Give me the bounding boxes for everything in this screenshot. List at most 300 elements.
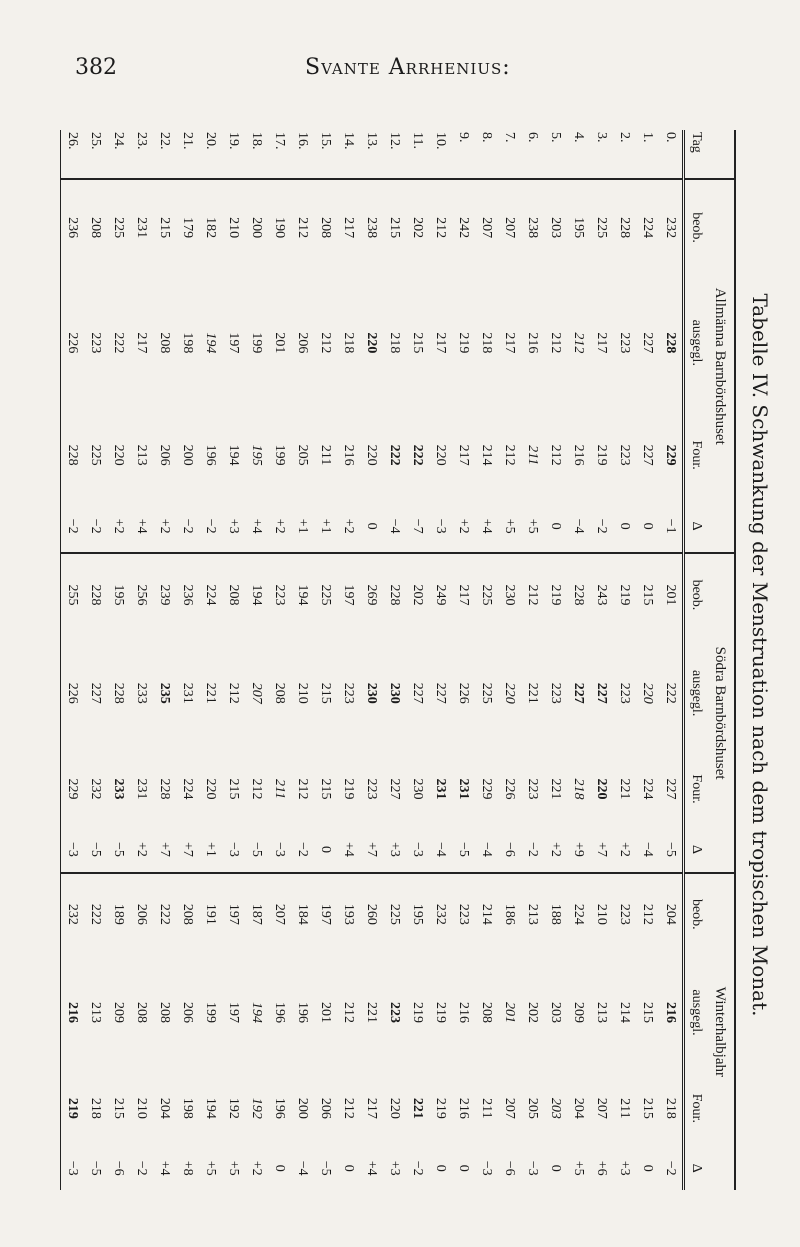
column-header: beob. (684, 179, 709, 275)
value-cell: 200 (245, 179, 268, 275)
value-cell: 212 (249, 778, 264, 800)
value-cell: 231 (456, 778, 471, 800)
day-cell: 11. (410, 132, 425, 149)
value-cell: +2 (272, 518, 287, 534)
value-cell: 202 (406, 553, 429, 635)
value-cell: 230 (410, 778, 425, 800)
table-row (406, 130, 429, 1190)
value-cell: 216 (61, 955, 85, 1070)
value-cell: 218 (663, 1097, 678, 1119)
value-cell: 220 (387, 1097, 402, 1119)
value-cell: 209 (111, 1002, 126, 1024)
day-cell: 14. (341, 132, 356, 150)
value-cell: −5 (456, 842, 471, 857)
table-row (337, 130, 360, 1190)
value-cell: +6 (594, 1160, 609, 1176)
value-cell: 215 (640, 1002, 655, 1024)
value-cell: 217 (594, 332, 609, 354)
value-cell: −6 (111, 1160, 126, 1176)
value-cell: −2 (295, 842, 310, 857)
value-cell: 216 (571, 444, 586, 466)
value-cell: 222 (84, 873, 107, 955)
value-cell: +7 (157, 842, 172, 857)
value-cell: 193 (337, 873, 360, 955)
value-cell: 0 (617, 522, 632, 530)
value-cell: +2 (134, 842, 149, 857)
value-cell: +2 (341, 518, 356, 534)
value-cell: 217 (452, 553, 475, 635)
value-cell: 186 (498, 873, 521, 955)
value-cell: +4 (479, 518, 494, 534)
value-cell: 187 (245, 873, 268, 955)
day-cell: 12. (387, 132, 402, 150)
value-cell: 194 (249, 1002, 264, 1024)
day-cell: 9. (456, 132, 471, 143)
value-cell: 223 (452, 873, 475, 955)
value-cell: −2 (61, 500, 85, 554)
value-cell: +2 (157, 518, 172, 534)
value-cell: 0 (433, 1164, 448, 1172)
value-cell: 207 (502, 1097, 517, 1119)
value-cell: 199 (203, 1002, 218, 1024)
value-cell: 223 (613, 873, 636, 955)
value-cell: 206 (157, 444, 172, 466)
value-cell: 208 (134, 1002, 149, 1024)
value-cell: 212 (548, 444, 563, 466)
value-cell: 215 (111, 1097, 126, 1119)
value-cell: 184 (291, 873, 314, 955)
value-cell: +8 (180, 1160, 195, 1176)
value-cell: 208 (176, 873, 199, 955)
value-cell: 205 (525, 1097, 540, 1119)
value-cell: 197 (337, 553, 360, 635)
value-cell: 219 (61, 1070, 85, 1146)
value-cell: 225 (107, 179, 130, 275)
value-cell: 215 (410, 332, 425, 354)
value-cell: 206 (295, 332, 310, 354)
value-cell: 214 (617, 1002, 632, 1024)
value-cell: 220 (111, 444, 126, 466)
value-cell: 210 (590, 873, 613, 955)
value-cell: 202 (525, 1002, 540, 1024)
table-row (61, 130, 85, 1190)
value-cell: 224 (180, 778, 195, 800)
value-cell: 215 (153, 179, 176, 275)
value-cell: −3 (272, 842, 287, 857)
value-cell: −6 (502, 842, 517, 857)
value-cell: 211 (617, 1098, 632, 1119)
value-cell: −4 (571, 518, 586, 534)
value-cell: 212 (341, 1002, 356, 1024)
group-header-blank (708, 130, 735, 179)
value-cell: 200 (295, 1097, 310, 1119)
day-cell: 19. (226, 132, 241, 150)
day-cell: 13. (364, 132, 379, 150)
value-cell: 228 (613, 179, 636, 275)
group-header-winterhalbjahr: Winterhalbjahr (708, 873, 735, 1190)
value-cell: 214 (479, 444, 494, 466)
value-cell: 213 (521, 873, 544, 955)
value-cell: 228 (111, 682, 126, 704)
value-cell: 224 (199, 553, 222, 635)
value-cell: 223 (88, 332, 103, 354)
value-cell: 226 (61, 635, 85, 750)
value-cell: +5 (525, 518, 540, 534)
value-cell: 228 (567, 553, 590, 635)
value-cell: 210 (295, 682, 310, 704)
value-cell: −2 (88, 518, 103, 534)
table-row (153, 130, 176, 1190)
value-cell: 218 (88, 1097, 103, 1119)
value-cell: +7 (364, 842, 379, 857)
value-cell: 194 (245, 553, 268, 635)
value-cell: 227 (640, 332, 655, 354)
value-cell: 195 (249, 444, 264, 466)
value-cell: 196 (295, 1002, 310, 1024)
value-cell: 229 (663, 444, 678, 466)
day-cell: 20. (203, 132, 218, 150)
table-row (268, 130, 291, 1190)
value-cell: 220 (640, 682, 655, 704)
column-header: Four. (684, 751, 709, 827)
value-cell: −3 (479, 1160, 494, 1176)
value-cell: 220 (502, 682, 517, 704)
value-cell: 224 (636, 179, 659, 275)
value-cell: 201 (318, 1002, 333, 1024)
value-cell: 0 (318, 845, 333, 853)
value-cell: 218 (341, 332, 356, 354)
value-cell: 223 (364, 778, 379, 800)
value-cell: 230 (498, 553, 521, 635)
value-cell: 220 (594, 778, 609, 800)
value-cell: −3 (433, 518, 448, 534)
table-row (222, 130, 245, 1190)
day-cell: 8. (479, 132, 494, 143)
value-cell: 221 (548, 778, 563, 800)
value-cell: 211 (272, 779, 287, 799)
value-cell: 228 (157, 778, 172, 800)
value-cell: 224 (567, 873, 590, 955)
value-cell: 217 (456, 444, 471, 466)
value-cell: 208 (84, 179, 107, 275)
value-cell: +7 (594, 842, 609, 857)
value-cell: +2 (111, 518, 126, 534)
value-cell: +2 (249, 1160, 264, 1176)
value-cell: 222 (663, 682, 678, 704)
value-cell: 0 (364, 522, 379, 530)
table-row (360, 130, 383, 1190)
value-cell: +5 (502, 518, 517, 534)
value-cell: 197 (314, 873, 337, 955)
group-header-row (708, 130, 735, 1190)
column-header: Δ (684, 500, 709, 554)
day-cell: 17. (272, 132, 287, 150)
value-cell: 206 (318, 1097, 333, 1119)
table-row (567, 130, 590, 1190)
value-cell: 207 (498, 179, 521, 275)
value-cell: 213 (594, 1002, 609, 1024)
table-row (176, 130, 199, 1190)
value-cell: 213 (88, 1002, 103, 1024)
value-cell: 216 (663, 1002, 678, 1024)
day-cell: 2. (617, 132, 632, 143)
value-cell: 201 (502, 1002, 517, 1024)
day-cell: 4. (571, 132, 586, 143)
value-cell: −3 (61, 827, 85, 873)
value-cell: 203 (544, 179, 567, 275)
table-row (245, 130, 268, 1190)
value-cell: 196 (203, 444, 218, 466)
value-cell: 223 (387, 1002, 402, 1024)
day-cell: 16. (295, 132, 310, 150)
value-cell: 219 (341, 778, 356, 800)
value-cell: 208 (222, 553, 245, 635)
value-cell: −3 (525, 1160, 540, 1176)
value-cell: 223 (341, 682, 356, 704)
day-cell: 10. (433, 132, 448, 150)
value-cell: 215 (318, 682, 333, 704)
value-cell: 199 (272, 444, 287, 466)
table-row (314, 130, 337, 1190)
value-cell: +3 (387, 842, 402, 857)
value-cell: 203 (548, 1002, 563, 1024)
value-cell: 198 (180, 332, 195, 354)
value-cell: 207 (594, 1097, 609, 1119)
value-cell: 206 (180, 1002, 195, 1024)
group-header-allmanna: Allmänna Barnbördshuset (708, 179, 735, 553)
rotated-table-container (40, 90, 780, 1220)
value-cell: 225 (590, 179, 613, 275)
day-cell: 24. (111, 132, 126, 150)
value-cell: 210 (222, 179, 245, 275)
value-cell: 239 (153, 553, 176, 635)
value-cell: 182 (199, 179, 222, 275)
value-cell: 229 (61, 751, 85, 827)
value-cell: +4 (341, 842, 356, 857)
table-row (199, 130, 222, 1190)
value-cell: 217 (433, 332, 448, 354)
value-cell: 227 (594, 682, 609, 704)
value-cell: 0 (640, 522, 655, 530)
value-cell: 211 (479, 1098, 494, 1119)
value-cell: 221 (410, 1097, 425, 1119)
value-cell: 220 (364, 444, 379, 466)
value-cell: 212 (571, 332, 586, 354)
value-cell: 207 (249, 682, 264, 704)
value-cell: 215 (383, 179, 406, 275)
value-cell: +3 (387, 1160, 402, 1176)
value-cell: 219 (410, 1002, 425, 1024)
value-cell: 233 (111, 778, 126, 800)
value-cell: 217 (364, 1097, 379, 1119)
value-cell: +4 (249, 518, 264, 534)
value-cell: 222 (111, 332, 126, 354)
value-cell: 225 (383, 873, 406, 955)
value-cell: 0 (640, 1164, 655, 1172)
column-header: Δ (684, 1146, 709, 1190)
value-cell: 235 (157, 682, 172, 704)
value-cell: 225 (475, 553, 498, 635)
value-cell: +1 (318, 518, 333, 534)
value-cell: 227 (433, 682, 448, 704)
value-cell: 204 (659, 873, 684, 955)
page-header (75, 55, 775, 85)
value-cell: −4 (433, 842, 448, 857)
value-cell: 201 (272, 332, 287, 354)
value-cell: 197 (226, 332, 241, 354)
value-cell: 229 (479, 778, 494, 800)
value-cell: 212 (521, 553, 544, 635)
value-cell: 217 (502, 332, 517, 354)
day-cell: 25. (88, 132, 103, 150)
value-cell: 200 (180, 444, 195, 466)
value-cell: −5 (111, 842, 126, 857)
value-cell: 212 (341, 1097, 356, 1119)
running-head: Svante Arrhenius: (305, 55, 511, 80)
value-cell: 196 (272, 1097, 287, 1119)
table-row (521, 130, 544, 1190)
value-cell: 219 (613, 553, 636, 635)
value-cell: 223 (268, 553, 291, 635)
value-cell: 215 (636, 553, 659, 635)
value-cell: 225 (88, 444, 103, 466)
value-cell: −6 (502, 1160, 517, 1176)
day-cell: 23. (134, 132, 149, 150)
value-cell: 212 (226, 682, 241, 704)
column-header: ausgegl. (684, 275, 709, 410)
value-cell: 195 (567, 179, 590, 275)
day-cell: 5. (548, 132, 563, 143)
value-cell: 228 (663, 332, 678, 354)
value-cell: 223 (548, 682, 563, 704)
value-cell: 212 (502, 444, 517, 466)
value-cell: 217 (134, 332, 149, 354)
value-cell: 232 (429, 873, 452, 955)
day-cell: 22. (157, 132, 172, 150)
value-cell: 227 (387, 778, 402, 800)
value-cell: 204 (157, 1097, 172, 1119)
value-cell: 232 (659, 179, 684, 275)
value-cell: 216 (456, 1002, 471, 1024)
value-cell: −4 (640, 842, 655, 857)
day-cell: 15. (318, 132, 333, 150)
value-cell: +5 (226, 1160, 241, 1176)
value-cell: 242 (452, 179, 475, 275)
value-cell: 227 (88, 682, 103, 704)
value-cell: 211 (318, 444, 333, 466)
value-cell: 215 (318, 778, 333, 800)
value-cell: −4 (295, 1160, 310, 1176)
value-cell: −2 (180, 518, 195, 534)
value-cell: 230 (364, 682, 379, 704)
value-cell: +9 (571, 842, 586, 857)
day-cell: 3. (594, 132, 609, 143)
value-cell: 0 (272, 1164, 287, 1172)
value-cell: 222 (410, 444, 425, 466)
value-cell: 220 (364, 332, 379, 354)
value-cell: −5 (318, 1160, 333, 1176)
value-cell: 217 (337, 179, 360, 275)
column-header: Four. (684, 1070, 709, 1146)
day-cell: 21. (180, 132, 195, 150)
value-cell: 210 (134, 1097, 149, 1119)
value-cell: 194 (203, 1097, 218, 1119)
value-cell: −2 (594, 518, 609, 534)
column-header: beob. (684, 553, 709, 635)
value-cell: 197 (226, 1002, 241, 1024)
value-cell: 198 (180, 1097, 195, 1119)
value-cell: +4 (157, 1160, 172, 1176)
column-header: Δ (684, 827, 709, 873)
value-cell: 206 (130, 873, 153, 955)
value-cell: 233 (134, 682, 149, 704)
value-cell: 216 (456, 1097, 471, 1119)
value-cell: 219 (433, 1097, 448, 1119)
value-cell: 238 (521, 179, 544, 275)
value-cell: +4 (364, 1160, 379, 1176)
day-cell: 0. (663, 132, 678, 143)
table-row (590, 130, 613, 1190)
table-row (107, 130, 130, 1190)
value-cell: 222 (153, 873, 176, 955)
value-cell: 215 (226, 778, 241, 800)
value-cell: −3 (61, 1146, 85, 1190)
value-cell: 222 (387, 444, 402, 466)
value-cell: 238 (360, 179, 383, 275)
value-cell: 227 (640, 444, 655, 466)
value-cell: −5 (88, 1160, 103, 1176)
value-cell: 212 (318, 332, 333, 354)
column-header: ausgegl. (684, 635, 709, 750)
value-cell: 226 (61, 275, 85, 410)
column-header-row (684, 130, 709, 1190)
value-cell: −5 (249, 842, 264, 857)
table-row (544, 130, 567, 1190)
value-cell: 208 (157, 332, 172, 354)
value-cell: 231 (180, 682, 195, 704)
value-cell: +3 (617, 1160, 632, 1176)
value-cell: 228 (383, 553, 406, 635)
value-cell: 205 (295, 444, 310, 466)
table-row (475, 130, 498, 1190)
value-cell: 0 (456, 1164, 471, 1172)
value-cell: 227 (410, 682, 425, 704)
value-cell: 188 (544, 873, 567, 955)
value-cell: +2 (548, 842, 563, 857)
value-cell: 216 (525, 332, 540, 354)
column-header: Four. (684, 410, 709, 499)
value-cell: −7 (410, 518, 425, 534)
value-cell: 207 (268, 873, 291, 955)
value-cell: 0 (548, 1164, 563, 1172)
value-cell: −2 (134, 1160, 149, 1176)
value-cell: 260 (360, 873, 383, 955)
value-cell: 256 (130, 553, 153, 635)
value-cell: 221 (617, 778, 632, 800)
value-cell: 231 (130, 179, 153, 275)
value-cell: 195 (406, 873, 429, 955)
value-cell: −4 (387, 518, 402, 534)
value-cell: 223 (617, 332, 632, 354)
value-cell: 209 (571, 1002, 586, 1024)
value-cell: −5 (88, 842, 103, 857)
value-cell: 212 (295, 778, 310, 800)
value-cell: 204 (571, 1097, 586, 1119)
value-cell: 227 (571, 682, 586, 704)
value-cell: 243 (590, 553, 613, 635)
group-header-sodra: Södra Barnbördshuset (708, 553, 735, 872)
table-row (84, 130, 107, 1190)
